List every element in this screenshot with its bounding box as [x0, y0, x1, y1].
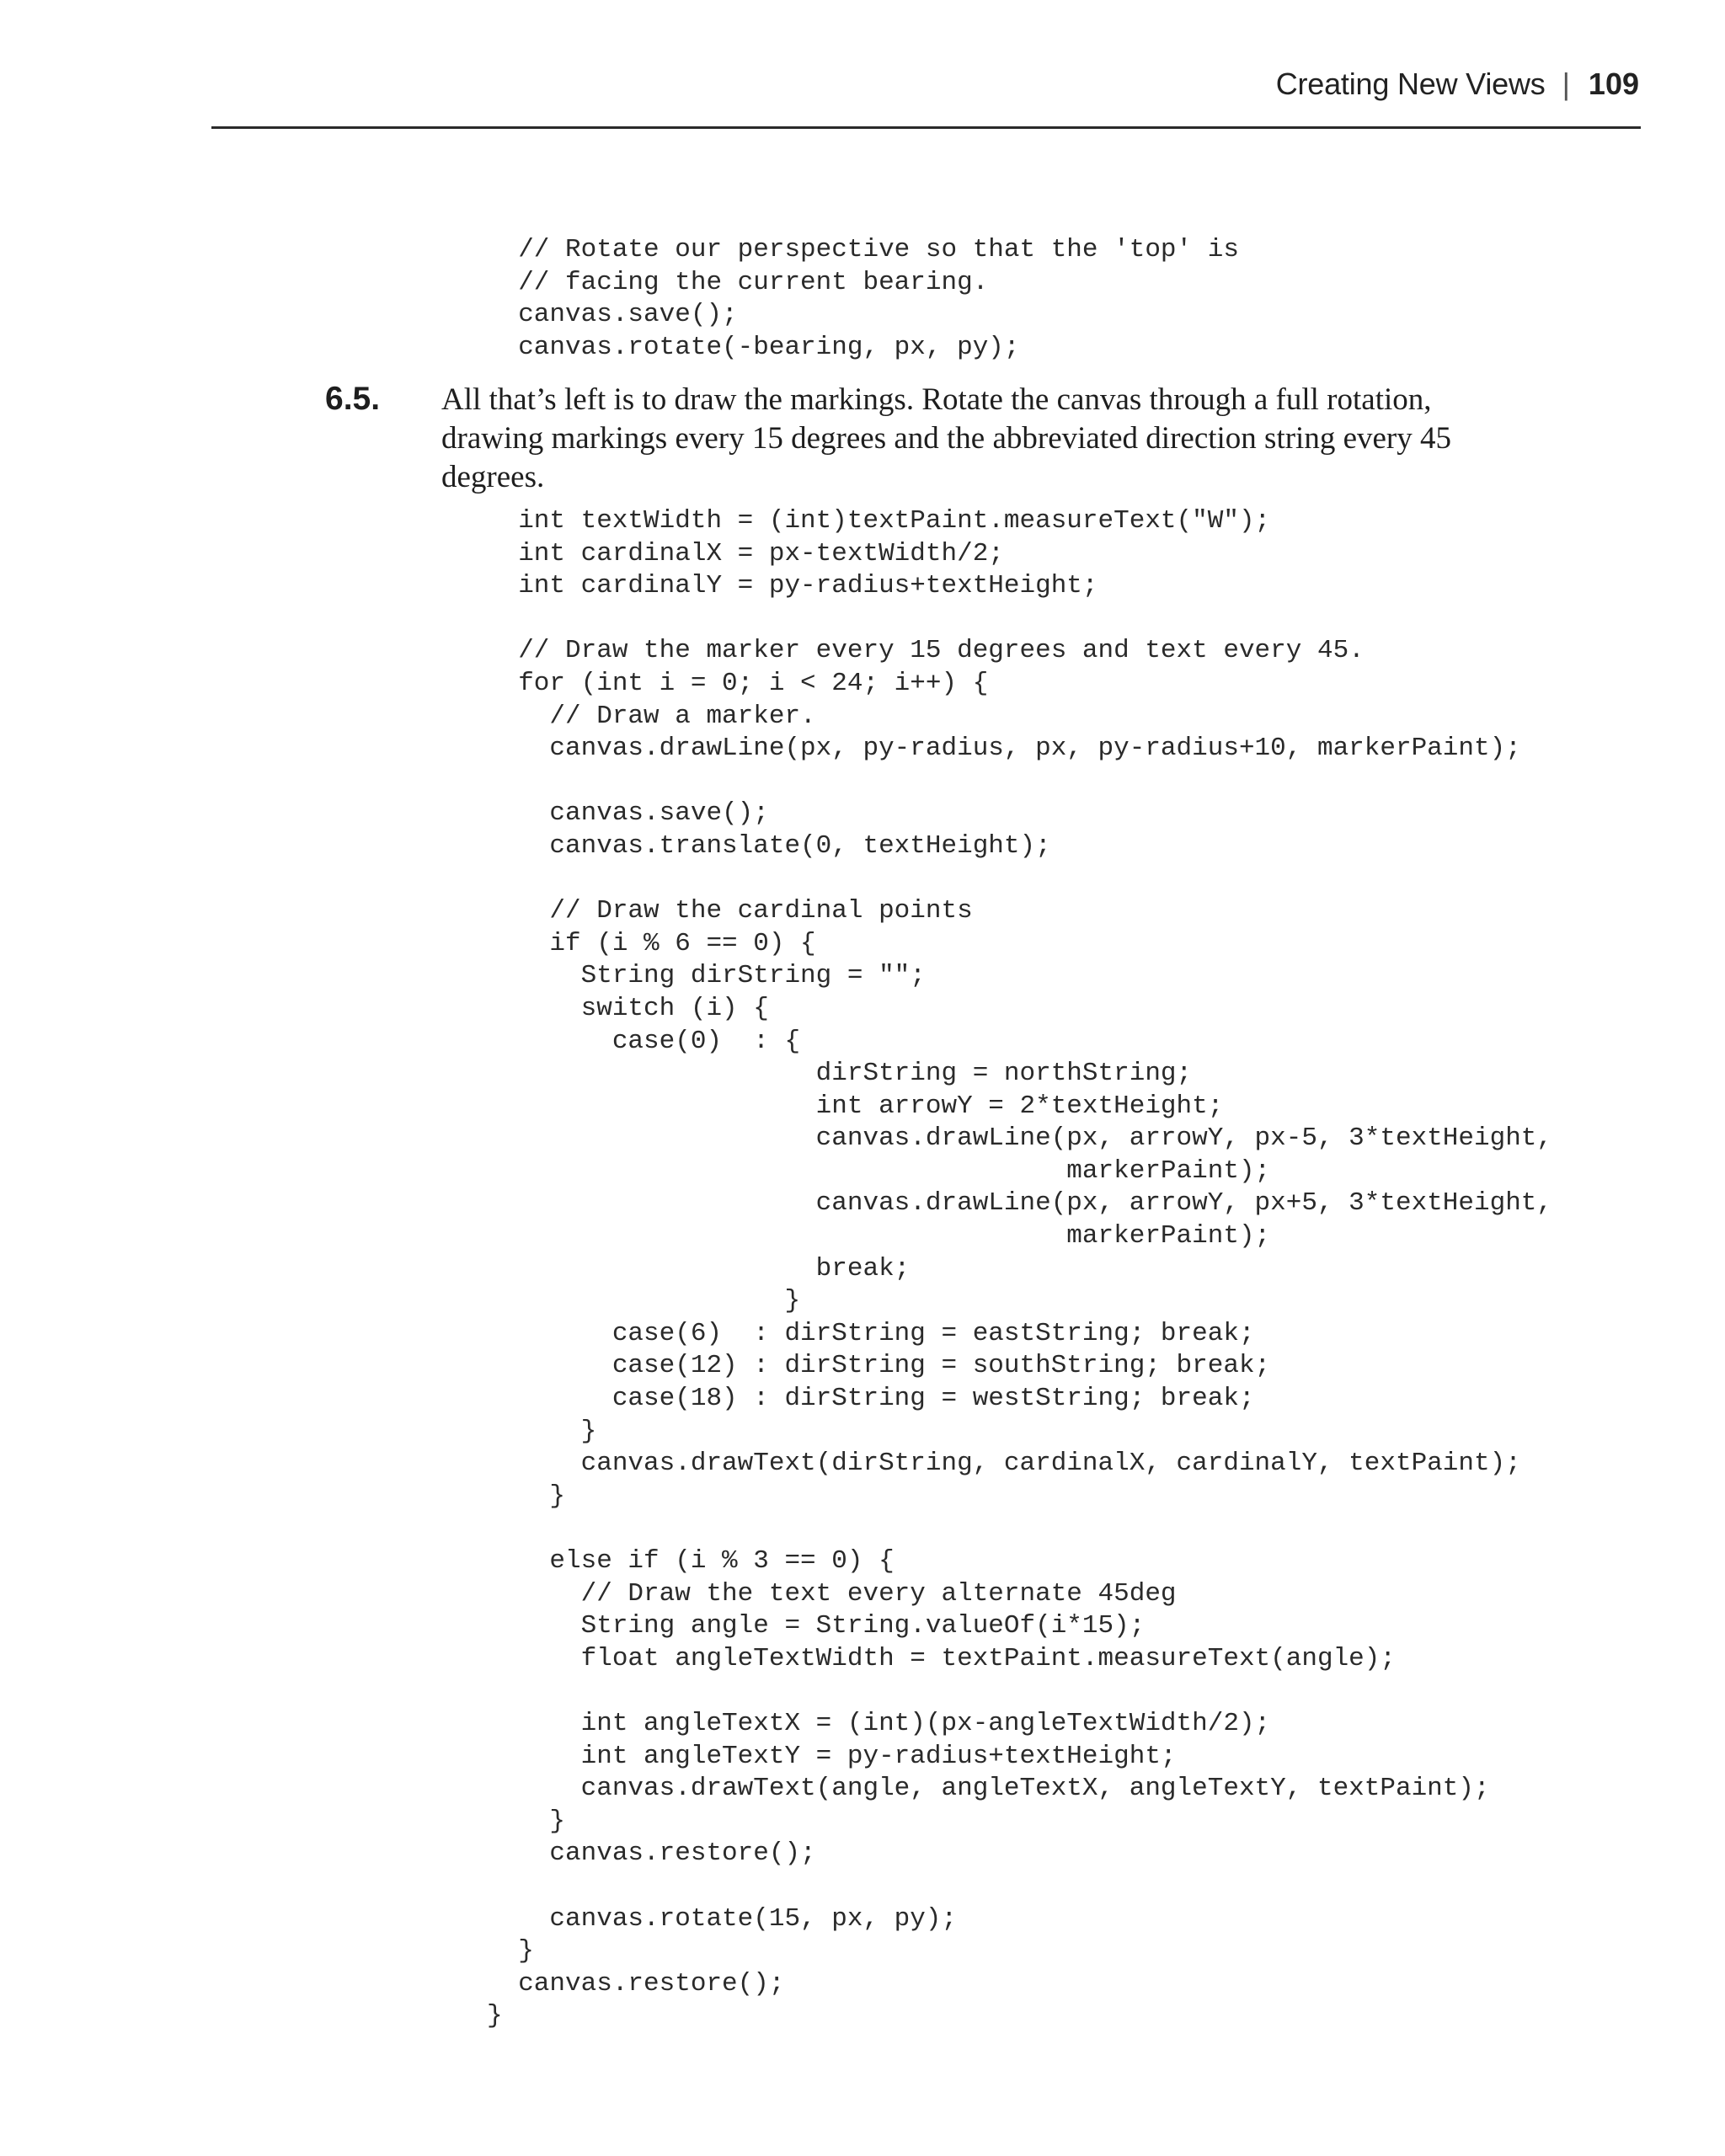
- code-line: canvas.drawLine(px, arrowY, px+5, 3*textHeight,: [487, 1188, 1553, 1219]
- code-line: // Rotate our perspective so that the 'top' is: [487, 235, 1239, 264]
- step-number: 6.5.: [325, 381, 381, 417]
- code-line: String dirString = "";: [487, 961, 926, 991]
- code-line: // facing the current bearing.: [487, 267, 989, 297]
- code-line: canvas.restore();: [487, 1838, 816, 1869]
- chapter-title: Creating New Views: [1275, 67, 1546, 101]
- code-line: canvas.save();: [487, 798, 769, 829]
- code-line: case(6) : dirString = eastString; break;: [487, 1318, 1255, 1348]
- code-line: break;: [487, 1253, 911, 1283]
- code-line: }: [487, 1936, 534, 1967]
- code-line: switch (i) {: [487, 993, 769, 1023]
- code-line: canvas.rotate(-bearing, px, py);: [487, 332, 1020, 362]
- code-line: }: [487, 1416, 597, 1446]
- code-line: canvas.restore();: [487, 1968, 785, 1999]
- code-line: if (i % 6 == 0) {: [487, 928, 816, 958]
- code-line: }: [487, 1481, 566, 1511]
- code-line: canvas.drawLine(px, arrowY, px-5, 3*textHeight,: [487, 1123, 1553, 1154]
- code-line: canvas.translate(0, textHeight);: [487, 830, 1051, 861]
- code-line: int angleTextY = py-radius+textHeight;: [487, 1741, 1177, 1771]
- code-line: dirString = northString;: [487, 1059, 1193, 1089]
- code-line: // Draw a marker.: [487, 701, 816, 731]
- step-text: All that’s left is to draw the markings. Rotate the canvas through a full rotation, drawing markings every 15 degrees and the abbreviated direction string every 45 degrees.: [441, 382, 1451, 494]
- code-line: case(18) : dirString = westString; break;: [487, 1384, 1255, 1414]
- code-line: canvas.save();: [487, 300, 738, 330]
- code-line: int textWidth = (int)textPaint.measureText("W");: [487, 506, 1271, 536]
- code-line: String angle = String.valueOf(i*15);: [487, 1611, 1146, 1641]
- code-line: case(0) : {: [487, 1026, 801, 1056]
- code-line: int angleTextX = (int)(px-angleTextWidth/2);: [487, 1708, 1271, 1738]
- code-line: canvas.drawText(angle, angleTextX, angleTextY, textPaint);: [487, 1774, 1490, 1804]
- code-line: markerPaint);: [487, 1221, 1271, 1251]
- code-line: canvas.rotate(15, px, py);: [487, 1903, 958, 1934]
- header-rule: [211, 126, 1641, 129]
- code-line: case(12) : dirString = southString; break;: [487, 1351, 1271, 1381]
- code-block-top: [487, 234, 1239, 364]
- code-line: }: [487, 1286, 801, 1316]
- running-head: [1276, 62, 1639, 106]
- code-line: int cardinalX = px-textWidth/2;: [487, 538, 1004, 568]
- code-line: float angleTextWidth = textPaint.measureText(angle);: [487, 1643, 1396, 1673]
- code-line: else if (i % 3 == 0) {: [487, 1546, 895, 1576]
- code-line: int arrowY = 2*textHeight;: [487, 1091, 1224, 1121]
- code-line: // Draw the text every alternate 45deg: [487, 1578, 1177, 1609]
- code-line: int cardinalY = py-radius+textHeight;: [487, 571, 1098, 601]
- code-line: canvas.drawText(dirString, cardinalX, cardinalY, textPaint);: [487, 1449, 1521, 1479]
- code-line: // Draw the marker every 15 degrees and text every 45.: [487, 636, 1365, 666]
- code-line: canvas.drawLine(px, py-radius, px, py-radius+10, markerPaint);: [487, 734, 1521, 764]
- code-block-main: [487, 505, 1552, 2033]
- code-line: }: [487, 2001, 503, 2031]
- code-line: }: [487, 1806, 566, 1836]
- code-line: markerPaint);: [487, 1155, 1271, 1186]
- code-line: for (int i = 0; i < 24; i++) {: [487, 668, 989, 698]
- header-separator: |: [1562, 67, 1570, 101]
- code-line: // Draw the cardinal points: [487, 896, 973, 926]
- page-number: 109: [1588, 67, 1639, 101]
